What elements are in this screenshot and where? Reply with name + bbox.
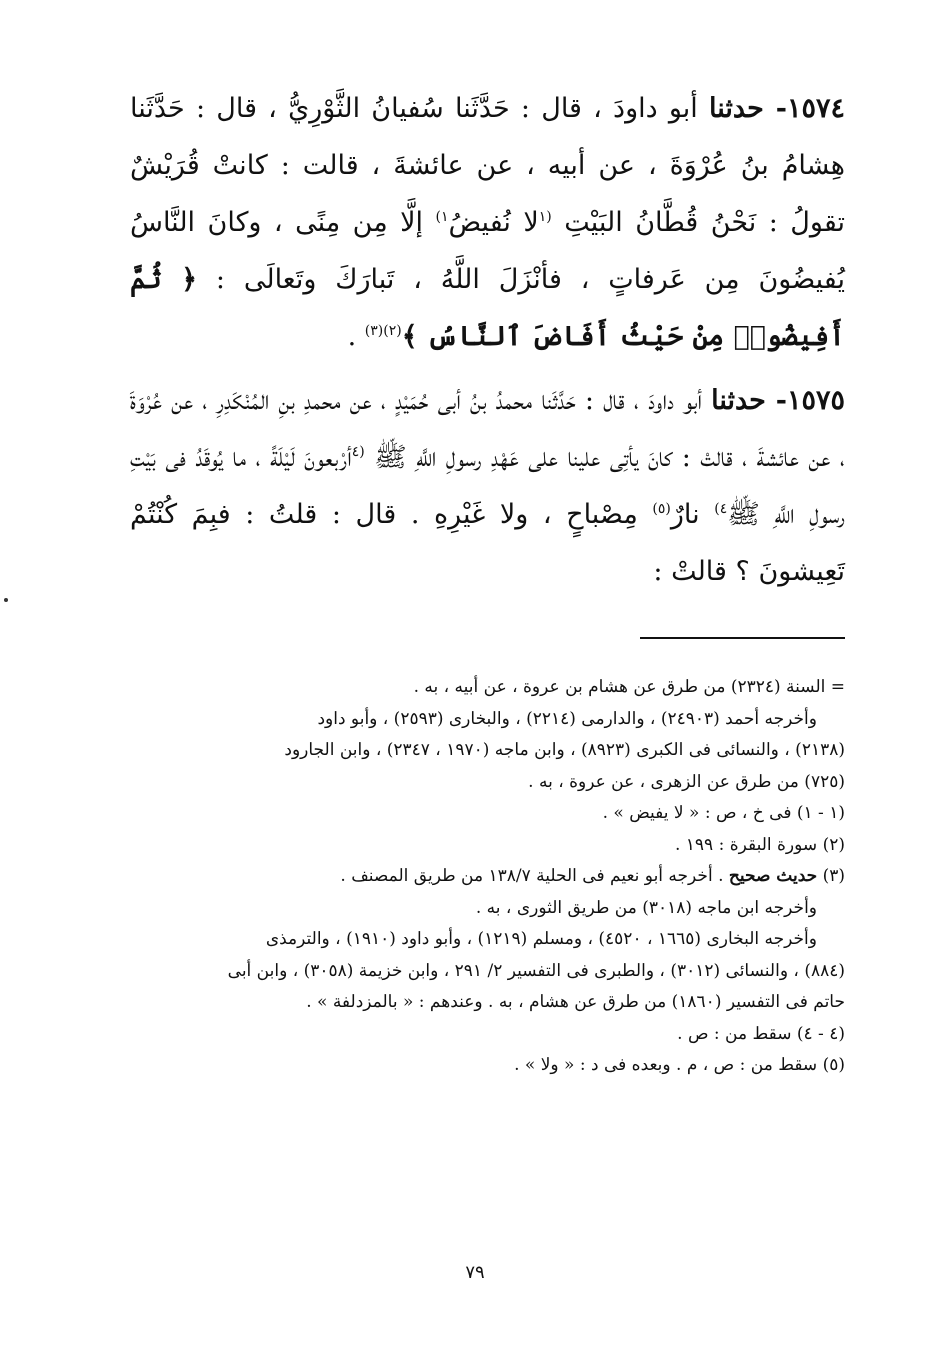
- hadith-text: أرْبعونَ لَيْلَةً ، ما يُوقَدُ فى بَيْتِ رسولِ اللَّهِ ﷺ: [130, 442, 846, 530]
- footnote-ref: (١: [538, 209, 552, 225]
- hadith-text: أبو داودَ ، قال : حَدَّثَنا محمدُ بنُ أبى حُمَيْدٍ ، عن محمدِ بنِ المُنْكَدِرِ ، عن عُرْوَةَ ، عن عائشةَ ، قالتْ : كانَ يأتِى علينا على عَهْدِ رسولِ اللَّهِ ﷺ: [130, 385, 845, 473]
- footnote-ref: (٢)(٣): [364, 323, 402, 339]
- footnote-text: . أخرجه أبو نعيم فى الحلية ١٣٨/٧ من طريق المصنف .: [340, 866, 729, 886]
- hadith-text: نارٌ: [670, 499, 715, 530]
- footnote-ref: ٤): [714, 501, 728, 517]
- footnote-line: [130, 861, 845, 893]
- hadith-text: .: [347, 321, 365, 352]
- footnote-ref: ١): [435, 209, 449, 225]
- hadith-text: لا نُفيضُ: [448, 207, 539, 238]
- grading-label: حديث صحيح: [728, 866, 818, 886]
- footnote-marker: (٣): [817, 866, 845, 886]
- footnote-line: = السنة (٢٣٢٤) من طرق عن هشام بن عروة ، عن أبيه ، به .: [413, 677, 845, 697]
- hadith-1574: [130, 80, 845, 365]
- footnote-line: (٧٢٥) من طرق عن الزهرى ، عن عروة ، به .: [528, 771, 845, 792]
- footnote-line: (١ - ١) فى خ ، ص : « لا يفيض » .: [602, 803, 845, 823]
- footnote-line: (٢) سورة البقرة : ١٩٩ .: [674, 834, 845, 855]
- hadith-text: إلَّا مِن مِنًى ، وكانَ النَّاسُ يُفيضُونَ مِن عَرفاتٍ ، فأنْزَلَ اللَّهُ ، تَبارَكَ وتَعالَى :: [130, 207, 845, 295]
- footnote-line: وأخرجه أحمد (٢٤٩٠٣) ، والدارمى (٢٢١٤) ، والبخارى (٢٥٩٣) ، وأبو داود: [317, 708, 817, 729]
- footnote-line: وأخرجه البخارى (١٦٦٥ ، ٤٥٢٠) ، ومسلم (١٢١٩) ، وأبو داود (١٩١٠) ، والترمذى: [265, 929, 817, 949]
- footnote-ref: (٤: [351, 444, 365, 460]
- footnote-line: (٢١٣٨) ، والنسائى فى الكبرى (٨٩٢٣) ، وابن ماجه (١٩٧٠ ، ٢٣٤٧) ، وابن الجارود: [284, 740, 845, 760]
- margin-mark: [4, 598, 8, 602]
- hadith-1575: [130, 372, 845, 600]
- footnote-line: (٤ - ٤) سقط من : ص .: [677, 1023, 845, 1044]
- hadith-intro: - حدثنا: [709, 93, 787, 124]
- hadith-text: مِصْباحٍ ، ولا غَيْرِهِ . قال : قلتُ : فبِمَ كُنْتُمْ تَعِيشونَ ؟ قالتْ :: [130, 499, 845, 587]
- hadith-text: أبو داودَ ، قال : حَدَّثَنا سُفيانُ الثَّوْرِيُّ ، قال : حَدَّثَنا هِشامُ بنُ عُرْوَةَ ، عن أبيه ، عن عائشةَ ، قالت : كانتْ قُرَيْشٌ تقولُ : نَحْنُ قُطَّانُ البَيْتِ: [130, 93, 846, 238]
- footnote-line: (٥) سقط من : ص ، م . وبعده فى د : « ولا » .: [514, 1055, 845, 1075]
- footnote-line: (٨٨٤) ، والنسائى (٣٠١٢) ، والطبرى فى التفسير ٢/ ٢٩١ ، وابن خزيمة (٣٠٥٨) ، وابن أبى: [227, 960, 845, 981]
- quran-verse: ﴿ ثُمَّ أَفِيضُوا۟ مِنْ حَيْثُ أَفَاضَ ٱلنَّاسُ ﴾: [130, 264, 845, 352]
- hadith-number: ١٥٧٤: [787, 93, 846, 124]
- hadith-number: ١٥٧٥: [786, 385, 845, 416]
- footnote-line: حاتم فى التفسير (١٨٦٠) من طرق عن هشام ، به . وعندهم : « بالمزدلفة » .: [306, 992, 845, 1012]
- hadith-intro: - حدثنا: [711, 385, 787, 416]
- footnotes: [130, 672, 845, 1082]
- footnote-divider: [640, 637, 845, 639]
- footnote-ref: (٥): [652, 501, 671, 517]
- footnote-line: وأخرجه ابن ماجه (٣٠١٨) من طريق الثورى ، به .: [475, 897, 817, 918]
- page-number: ٧٩: [465, 1262, 485, 1283]
